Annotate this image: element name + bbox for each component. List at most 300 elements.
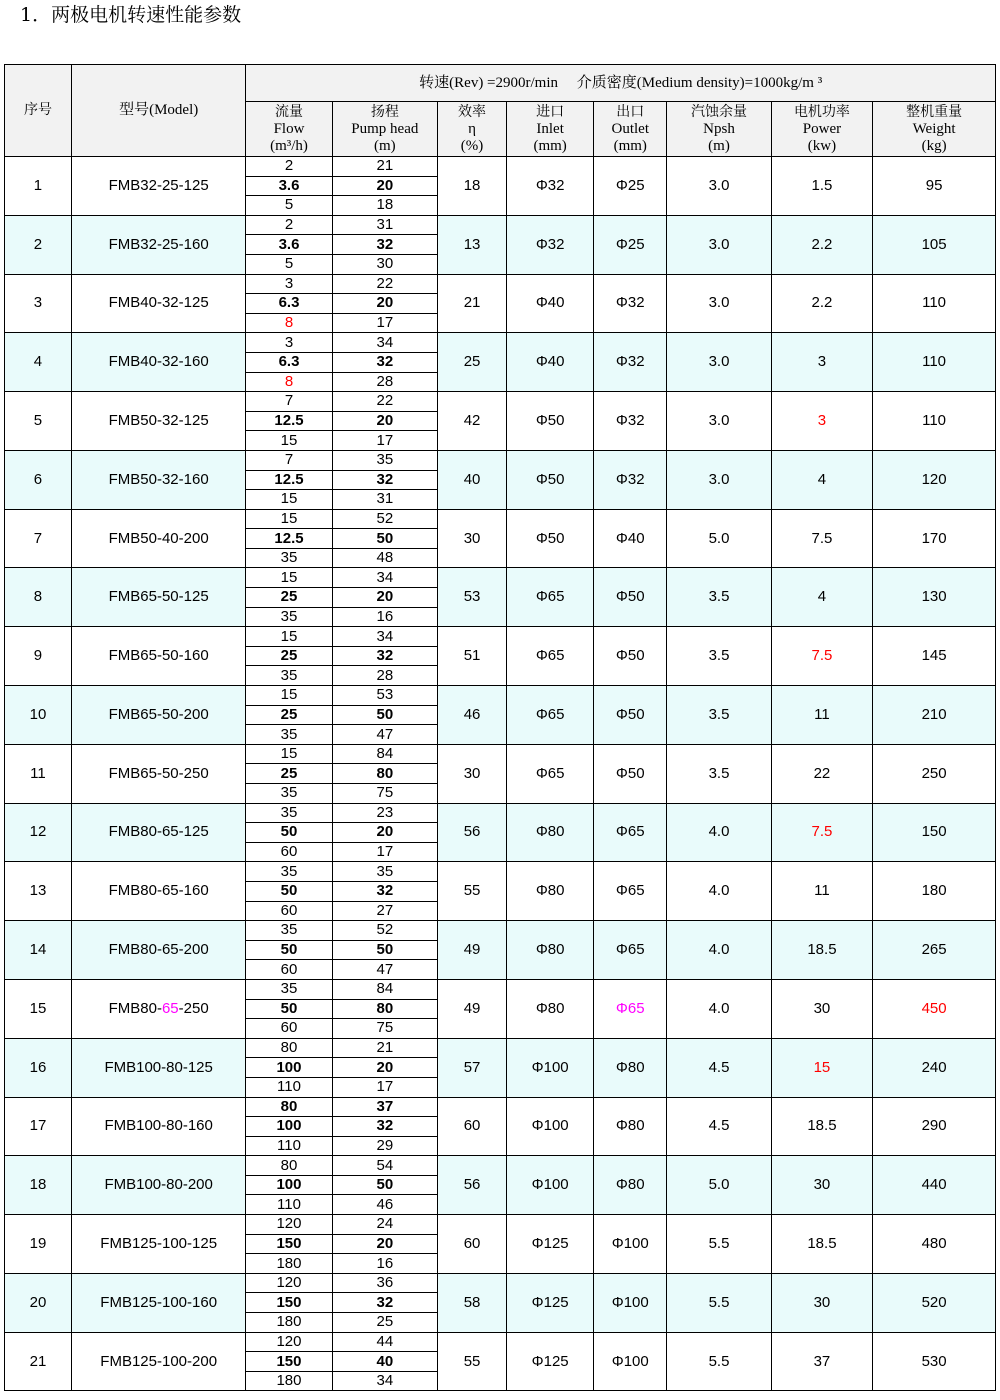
cell-flow: 35 xyxy=(246,862,332,882)
cell-flow: 3.6 xyxy=(246,235,332,255)
cell-inlet: Φ50 xyxy=(507,450,594,509)
cell-flow: 8 xyxy=(246,372,332,392)
cell-inlet: Φ100 xyxy=(507,1038,594,1097)
cell-outlet: Φ100 xyxy=(594,1215,667,1274)
cell-flow: 110 xyxy=(246,1195,332,1215)
cell-inlet: Φ125 xyxy=(507,1273,594,1332)
cell-outlet: Φ50 xyxy=(594,744,667,803)
cell-pump-head: 50 xyxy=(332,705,437,725)
cell-flow: 2 xyxy=(246,157,332,177)
cell-model xyxy=(71,333,245,392)
cell-weight: 480 xyxy=(873,1215,996,1274)
model-segment: FMB65-50-160 xyxy=(108,647,209,665)
cell-pump-head: 18 xyxy=(332,196,437,216)
cell-weight: 440 xyxy=(873,1156,996,1215)
cell-power: 7.5 xyxy=(771,803,872,862)
cell-flow: 35 xyxy=(246,784,332,804)
cell-efficiency: 49 xyxy=(438,979,507,1038)
cell-model xyxy=(71,392,245,451)
cell-efficiency: 60 xyxy=(438,1097,507,1156)
cell-weight: 265 xyxy=(873,921,996,980)
cell-flow: 150 xyxy=(246,1293,332,1313)
cell-pump-head: 50 xyxy=(332,1175,437,1195)
cell-npsh: 3.0 xyxy=(667,392,771,451)
cell-pump-head: 52 xyxy=(332,921,437,941)
cell-pump-head: 21 xyxy=(332,1038,437,1058)
cell-weight: 105 xyxy=(873,215,996,274)
header-npsh: 汽蚀余量 Npsh (m) xyxy=(667,102,771,157)
cell-seq: 13 xyxy=(5,862,72,921)
cell-outlet: Φ80 xyxy=(594,1038,667,1097)
model-segment: FMB65-50-125 xyxy=(108,588,209,606)
cell-flow: 180 xyxy=(246,1313,332,1333)
cell-seq: 7 xyxy=(5,509,72,568)
cell-pump-head: 75 xyxy=(332,784,437,804)
cell-efficiency: 46 xyxy=(438,686,507,745)
cell-model xyxy=(71,215,245,274)
cell-model xyxy=(71,627,245,686)
cell-pump-head: 23 xyxy=(332,803,437,823)
cell-efficiency: 40 xyxy=(438,450,507,509)
cell-outlet: Φ65 xyxy=(594,979,667,1038)
cell-efficiency: 21 xyxy=(438,274,507,333)
header-weight: 整机重量 Weight (kg) xyxy=(873,102,996,157)
cell-power: 30 xyxy=(771,1156,872,1215)
model-segment: FMB100-80-160 xyxy=(104,1117,213,1135)
cell-pump-head: 52 xyxy=(332,509,437,529)
cell-efficiency: 55 xyxy=(438,1332,507,1391)
cell-weight: 450 xyxy=(873,979,996,1038)
cell-pump-head: 46 xyxy=(332,1195,437,1215)
cell-flow: 80 xyxy=(246,1038,332,1058)
cell-pump-head: 16 xyxy=(332,607,437,627)
cell-power: 37 xyxy=(771,1332,872,1391)
model-segment: FMB50-32-125 xyxy=(108,412,209,430)
cell-flow: 3.6 xyxy=(246,176,332,196)
cell-inlet: Φ125 xyxy=(507,1332,594,1391)
cell-seq: 19 xyxy=(5,1215,72,1274)
cell-pump-head: 80 xyxy=(332,764,437,784)
table-row xyxy=(5,744,996,764)
cell-flow: 180 xyxy=(246,1371,332,1391)
model-segment: FMB100-80-125 xyxy=(104,1058,213,1076)
cell-model xyxy=(71,157,245,216)
cell-pump-head: 20 xyxy=(332,1058,437,1078)
cell-flow: 15 xyxy=(246,509,332,529)
cell-outlet: Φ80 xyxy=(594,1156,667,1215)
cell-flow: 50 xyxy=(246,999,332,1019)
cell-efficiency: 18 xyxy=(438,157,507,216)
cell-power: 4 xyxy=(771,450,872,509)
cell-power: 11 xyxy=(771,862,872,921)
cell-flow: 100 xyxy=(246,1175,332,1195)
cell-flow: 25 xyxy=(246,705,332,725)
cell-npsh: 4.0 xyxy=(667,862,771,921)
model-segment: FMB125-100-160 xyxy=(100,1293,218,1311)
cell-weight: 110 xyxy=(873,392,996,451)
cell-pump-head: 84 xyxy=(332,744,437,764)
cell-outlet: Φ100 xyxy=(594,1273,667,1332)
cell-outlet: Φ65 xyxy=(594,803,667,862)
cell-npsh: 3.0 xyxy=(667,450,771,509)
cell-model xyxy=(71,1273,245,1332)
cell-pump-head: 32 xyxy=(332,646,437,666)
cell-weight: 110 xyxy=(873,274,996,333)
cell-inlet: Φ65 xyxy=(507,744,594,803)
cell-seq: 17 xyxy=(5,1097,72,1156)
cell-outlet: Φ65 xyxy=(594,862,667,921)
cell-power: 3 xyxy=(771,333,872,392)
cell-model xyxy=(71,1097,245,1156)
cell-pump-head: 17 xyxy=(332,313,437,333)
cell-npsh: 4.0 xyxy=(667,979,771,1038)
cell-outlet: Φ100 xyxy=(594,1332,667,1391)
cell-flow: 25 xyxy=(246,588,332,608)
cell-npsh: 4.0 xyxy=(667,803,771,862)
cell-pump-head: 20 xyxy=(332,1234,437,1254)
cell-seq: 16 xyxy=(5,1038,72,1097)
table-row xyxy=(5,274,996,294)
cell-weight: 145 xyxy=(873,627,996,686)
cell-pump-head: 32 xyxy=(332,470,437,490)
cell-pump-head: 75 xyxy=(332,1019,437,1039)
cell-flow: 100 xyxy=(246,1058,332,1078)
cell-seq: 2 xyxy=(5,215,72,274)
header-efficiency: 效率 η (%) xyxy=(438,102,507,157)
table-row xyxy=(5,979,996,999)
cell-pump-head: 25 xyxy=(332,1313,437,1333)
cell-npsh: 3.5 xyxy=(667,744,771,803)
cell-weight: 130 xyxy=(873,568,996,627)
model-segment: FMB65-50-200 xyxy=(108,705,209,723)
cell-flow: 35 xyxy=(246,725,332,745)
cell-pump-head: 28 xyxy=(332,372,437,392)
cell-pump-head: 35 xyxy=(332,450,437,470)
cell-power: 22 xyxy=(771,744,872,803)
cell-flow: 35 xyxy=(246,607,332,627)
cell-npsh: 3.0 xyxy=(667,274,771,333)
model-segment: FMB125-100-200 xyxy=(100,1352,218,1370)
cell-pump-head: 20 xyxy=(332,176,437,196)
cell-model xyxy=(71,979,245,1038)
cell-model xyxy=(71,921,245,980)
cell-seq: 5 xyxy=(5,392,72,451)
cell-flow: 180 xyxy=(246,1254,332,1274)
cell-flow: 110 xyxy=(246,1136,332,1156)
cell-power: 30 xyxy=(771,1273,872,1332)
cell-flow: 3 xyxy=(246,274,332,294)
cell-pump-head: 21 xyxy=(332,157,437,177)
cell-pump-head: 17 xyxy=(332,1077,437,1097)
cell-flow: 15 xyxy=(246,568,332,588)
cell-inlet: Φ80 xyxy=(507,921,594,980)
table-row xyxy=(5,1332,996,1352)
cell-flow: 150 xyxy=(246,1234,332,1254)
cell-flow: 120 xyxy=(246,1215,332,1235)
cell-pump-head: 28 xyxy=(332,666,437,686)
cell-pump-head: 44 xyxy=(332,1332,437,1352)
cell-inlet: Φ40 xyxy=(507,333,594,392)
header-outlet: 出口 Outlet (mm) xyxy=(594,102,667,157)
cell-model xyxy=(71,803,245,862)
cell-seq: 10 xyxy=(5,686,72,745)
table-row xyxy=(5,1215,996,1235)
cell-weight: 210 xyxy=(873,686,996,745)
cell-pump-head: 80 xyxy=(332,999,437,1019)
cell-pump-head: 30 xyxy=(332,254,437,274)
cell-npsh: 3.0 xyxy=(667,215,771,274)
cell-inlet: Φ100 xyxy=(507,1156,594,1215)
cell-efficiency: 56 xyxy=(438,1156,507,1215)
cell-pump-head: 50 xyxy=(332,940,437,960)
cell-pump-head: 47 xyxy=(332,960,437,980)
cell-inlet: Φ100 xyxy=(507,1097,594,1156)
cell-weight: 120 xyxy=(873,450,996,509)
cell-npsh: 4.5 xyxy=(667,1097,771,1156)
cell-flow: 120 xyxy=(246,1273,332,1293)
page-title: 1．两极电机转速性能参数 xyxy=(20,4,242,26)
cell-weight: 95 xyxy=(873,157,996,216)
cell-flow: 110 xyxy=(246,1077,332,1097)
cell-flow: 35 xyxy=(246,803,332,823)
cell-npsh: 5.0 xyxy=(667,509,771,568)
cell-flow: 50 xyxy=(246,823,332,843)
cell-inlet: Φ80 xyxy=(507,862,594,921)
cell-model xyxy=(71,1038,245,1097)
cell-seq: 11 xyxy=(5,744,72,803)
cell-npsh: 3.0 xyxy=(667,333,771,392)
cell-weight: 520 xyxy=(873,1273,996,1332)
table-row xyxy=(5,157,996,177)
cell-seq: 8 xyxy=(5,568,72,627)
cell-efficiency: 56 xyxy=(438,803,507,862)
model-segment: FMB125-100-125 xyxy=(100,1234,218,1252)
cell-inlet: Φ65 xyxy=(507,568,594,627)
cell-seq: 3 xyxy=(5,274,72,333)
cell-inlet: Φ65 xyxy=(507,686,594,745)
model-segment: FMB80-65-125 xyxy=(108,823,209,841)
cell-pump-head: 17 xyxy=(332,842,437,862)
cell-power: 15 xyxy=(771,1038,872,1097)
cell-npsh: 4.0 xyxy=(667,921,771,980)
table-row xyxy=(5,1156,996,1176)
cell-flow: 50 xyxy=(246,881,332,901)
model-segment: 65 xyxy=(161,999,179,1017)
cell-model xyxy=(71,862,245,921)
cell-npsh: 5.0 xyxy=(667,1156,771,1215)
cell-seq: 12 xyxy=(5,803,72,862)
cell-efficiency: 25 xyxy=(438,333,507,392)
header-model: 型号(Model) xyxy=(71,65,245,157)
cell-efficiency: 51 xyxy=(438,627,507,686)
cell-pump-head: 20 xyxy=(332,823,437,843)
cell-seq: 4 xyxy=(5,333,72,392)
cell-weight: 240 xyxy=(873,1038,996,1097)
cell-outlet: Φ32 xyxy=(594,274,667,333)
cell-flow: 60 xyxy=(246,901,332,921)
model-segment: -250 xyxy=(178,999,209,1017)
cell-efficiency: 53 xyxy=(438,568,507,627)
cell-model xyxy=(71,509,245,568)
cell-seq: 6 xyxy=(5,450,72,509)
cell-power: 7.5 xyxy=(771,509,872,568)
header-pump-head: 扬程 Pump head (m) xyxy=(332,102,437,157)
cell-seq: 20 xyxy=(5,1273,72,1332)
cell-model xyxy=(71,1332,245,1391)
cell-flow: 12.5 xyxy=(246,411,332,431)
cell-flow: 12.5 xyxy=(246,470,332,490)
cell-model xyxy=(71,686,245,745)
header-condition: 转速(Rev) =2900r/min 介质密度(Medium density)=1000kg/m ³ xyxy=(246,65,996,102)
cell-flow: 7 xyxy=(246,450,332,470)
cell-outlet: Φ25 xyxy=(594,215,667,274)
cell-inlet: Φ32 xyxy=(507,215,594,274)
model-segment: FMB32-25-160 xyxy=(108,235,209,253)
cell-efficiency: 42 xyxy=(438,392,507,451)
model-segment: FMB50-32-160 xyxy=(108,470,209,488)
cell-flow: 80 xyxy=(246,1156,332,1176)
cell-weight: 250 xyxy=(873,744,996,803)
cell-weight: 290 xyxy=(873,1097,996,1156)
cell-flow: 3 xyxy=(246,333,332,353)
cell-pump-head: 47 xyxy=(332,725,437,745)
cell-outlet: Φ50 xyxy=(594,568,667,627)
cell-model xyxy=(71,274,245,333)
cell-flow: 60 xyxy=(246,1019,332,1039)
model-segment: FMB65-50-250 xyxy=(108,764,209,782)
table-row xyxy=(5,862,996,882)
cell-npsh: 5.5 xyxy=(667,1273,771,1332)
cell-seq: 15 xyxy=(5,979,72,1038)
model-segment: FMB80-65-160 xyxy=(108,882,209,900)
cell-inlet: Φ40 xyxy=(507,274,594,333)
table-row xyxy=(5,450,996,470)
cell-outlet: Φ32 xyxy=(594,392,667,451)
cell-flow: 50 xyxy=(246,940,332,960)
cell-flow: 5 xyxy=(246,196,332,216)
cell-model xyxy=(71,744,245,803)
cell-flow: 25 xyxy=(246,764,332,784)
cell-power: 4 xyxy=(771,568,872,627)
cell-weight: 530 xyxy=(873,1332,996,1391)
cell-pump-head: 32 xyxy=(332,1117,437,1137)
cell-inlet: Φ65 xyxy=(507,627,594,686)
cell-flow: 80 xyxy=(246,1097,332,1117)
cell-efficiency: 30 xyxy=(438,744,507,803)
cell-outlet: Φ50 xyxy=(594,627,667,686)
cell-pump-head: 50 xyxy=(332,529,437,549)
table-body xyxy=(5,157,996,1391)
cell-flow: 35 xyxy=(246,979,332,999)
cell-pump-head: 17 xyxy=(332,431,437,451)
performance-table xyxy=(4,64,996,1391)
cell-outlet: Φ65 xyxy=(594,921,667,980)
cell-pump-head: 36 xyxy=(332,1273,437,1293)
cell-pump-head: 34 xyxy=(332,568,437,588)
header-seq: 序号 xyxy=(5,65,72,157)
table-row xyxy=(5,392,996,412)
table-row xyxy=(5,333,996,353)
cell-inlet: Φ50 xyxy=(507,509,594,568)
cell-pump-head: 37 xyxy=(332,1097,437,1117)
cell-flow: 60 xyxy=(246,960,332,980)
model-segment: FMB80- xyxy=(108,999,162,1017)
cell-flow: 15 xyxy=(246,490,332,510)
cell-pump-head: 24 xyxy=(332,1215,437,1235)
cell-pump-head: 29 xyxy=(332,1136,437,1156)
cell-pump-head: 40 xyxy=(332,1352,437,1372)
cell-pump-head: 34 xyxy=(332,1371,437,1391)
cell-flow: 150 xyxy=(246,1352,332,1372)
cell-pump-head: 22 xyxy=(332,392,437,412)
cell-outlet: Φ40 xyxy=(594,509,667,568)
cell-outlet: Φ32 xyxy=(594,333,667,392)
cell-power: 3 xyxy=(771,392,872,451)
cell-seq: 18 xyxy=(5,1156,72,1215)
table-row xyxy=(5,568,996,588)
table-row xyxy=(5,921,996,941)
cell-seq: 1 xyxy=(5,157,72,216)
cell-flow: 6.3 xyxy=(246,294,332,314)
cell-outlet: Φ32 xyxy=(594,450,667,509)
cell-power: 18.5 xyxy=(771,921,872,980)
cell-flow: 12.5 xyxy=(246,529,332,549)
cell-pump-head: 22 xyxy=(332,274,437,294)
model-segment: FMB40-32-160 xyxy=(108,353,209,371)
cell-inlet: Φ50 xyxy=(507,392,594,451)
cell-npsh: 5.5 xyxy=(667,1332,771,1391)
cell-pump-head: 20 xyxy=(332,411,437,431)
table-row xyxy=(5,686,996,706)
cell-pump-head: 54 xyxy=(332,1156,437,1176)
cell-weight: 110 xyxy=(873,333,996,392)
cell-pump-head: 32 xyxy=(332,352,437,372)
cell-seq: 9 xyxy=(5,627,72,686)
cell-weight: 170 xyxy=(873,509,996,568)
cell-flow: 15 xyxy=(246,431,332,451)
model-segment: FMB32-25-125 xyxy=(108,176,209,194)
cell-pump-head: 20 xyxy=(332,588,437,608)
cell-flow: 2 xyxy=(246,215,332,235)
table-row xyxy=(5,1097,996,1117)
cell-flow: 25 xyxy=(246,646,332,666)
cell-flow: 5 xyxy=(246,254,332,274)
table-row xyxy=(5,1038,996,1058)
cell-weight: 150 xyxy=(873,803,996,862)
cell-pump-head: 31 xyxy=(332,490,437,510)
cell-power: 7.5 xyxy=(771,627,872,686)
cell-efficiency: 58 xyxy=(438,1273,507,1332)
cell-pump-head: 53 xyxy=(332,686,437,706)
header-inlet: 进口 Inlet (mm) xyxy=(507,102,594,157)
cell-model xyxy=(71,1215,245,1274)
header-flow: 流量 Flow (m³/h) xyxy=(246,102,332,157)
cell-power: 11 xyxy=(771,686,872,745)
cell-efficiency: 13 xyxy=(438,215,507,274)
table-row xyxy=(5,509,996,529)
table-row xyxy=(5,215,996,235)
cell-pump-head: 32 xyxy=(332,235,437,255)
cell-seq: 14 xyxy=(5,921,72,980)
cell-flow: 35 xyxy=(246,666,332,686)
cell-flow: 15 xyxy=(246,744,332,764)
cell-flow: 15 xyxy=(246,686,332,706)
cell-outlet: Φ25 xyxy=(594,157,667,216)
table-row xyxy=(5,803,996,823)
model-segment: FMB50-40-200 xyxy=(108,529,209,547)
cell-weight: 180 xyxy=(873,862,996,921)
cell-pump-head: 48 xyxy=(332,548,437,568)
